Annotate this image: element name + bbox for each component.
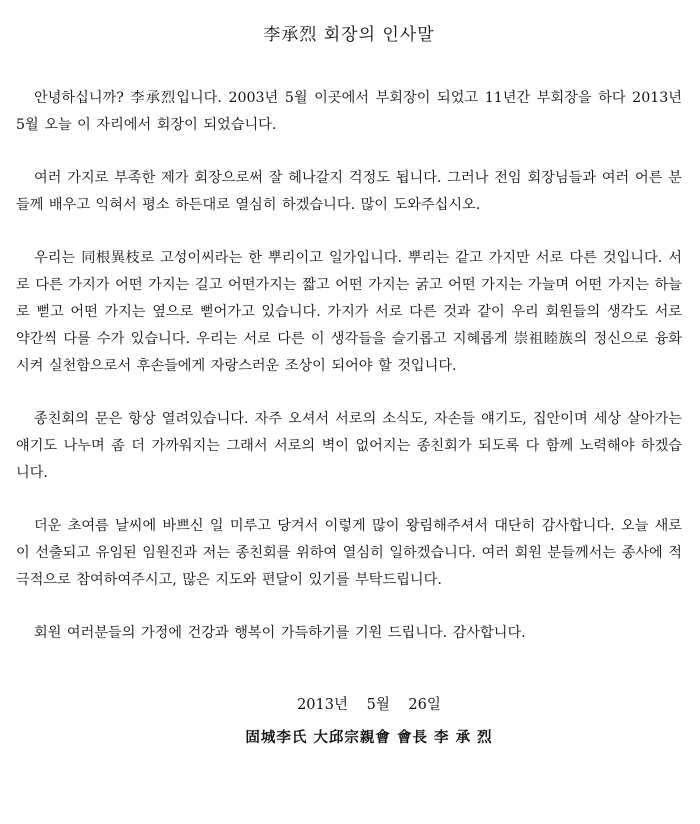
paragraph-closing: 회원 여러분들의 가정에 건강과 행복이 가득하기를 기원 드립니다. 감사합니다. <box>34 625 526 641</box>
paragraph-thanks: 더운 초여름 날씨에 바쁘신 일 미루고 당겨서 이렇게 많이 왕림해주셔서 대단히 감사합니다. 오늘 새로이 선출되고 유임된 임원진과 저는 종친회를 위하여 열심히 일하겠습니다. 여러 회원 분들께서는 종사에 적극적으로 참여하여주시고, 많은 지도와 편달이 있기를 부탁드립니다. <box>16 518 682 588</box>
paragraph-open-door: 종친회의 문은 항상 열려있습니다. 자주 오셔서 서로의 소식도, 자손들 얘기도, 집안이며 세상 살아가는 얘기도 나누며 좀 더 가까워지는 그래서 서로의 벽이 없어지는 종친회가 되도록 다 함께 노력해야 하겠습니다. <box>16 411 682 481</box>
paragraph-greeting: 안녕하십니까? 李承烈입니다. 2003년 5월 이곳에서 부회장이 되었고 11년간 부회장을 하다 2013년 5월 오늘 이 자리에서 회장이 되었습니다. <box>16 90 682 133</box>
paragraph-roots: 우리는 同根異枝로 고성이씨라는 한 뿌리이고 일가입니다. 뿌리는 같고 가지만 서로 다른 것입니다. 서로 다른 가지가 어떤 가지는 길고 어떤가지는 짧고 어떤 가지는 굵고 어떤 가지는 가늘며 어떤 가지는 하늘로 뻗고 어떤 가지는 옆으로 뻗어가고 있습니다. 가지가 서로 다른 것과 같이 우리 회원들의 생각도 서로 약간씩 다를 수가 있습니다. 우리는 서로 다른 이 생각들을 슬기롭고 지혜롭게 崇祖睦族의 정신으로 융화시켜 실천함으로서 후손들에게 자랑스러운 조상이 되어야 할 것입니다. <box>16 250 682 374</box>
page-title: 李承烈 회장의 인사말 <box>263 25 435 45</box>
letter-date: 2013년 5월 26일 <box>297 697 441 713</box>
paragraph-resolution: 여러 가지로 부족한 제가 회장으로써 잘 헤나갈지 걱정도 됩니다. 그러나 전임 회장님들과 여러 어른 분들께 배우고 익혀서 평소 하든대로 열심히 하겠습니다. 많이 도와주십시오. <box>16 170 682 213</box>
letter-signature: 固城李氏 大邱宗親會 會長 李 承 烈 <box>245 729 493 746</box>
